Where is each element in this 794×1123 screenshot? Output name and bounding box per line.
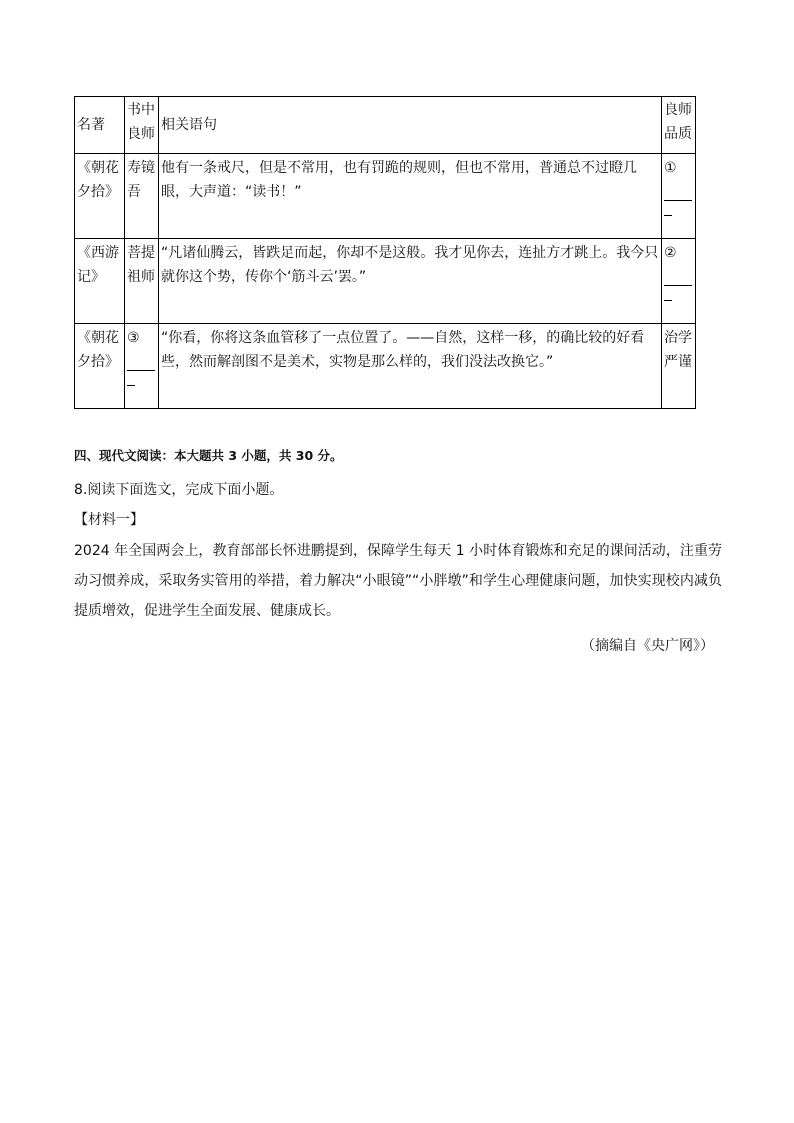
answer-blank-line bbox=[664, 201, 672, 216]
table-row bbox=[75, 239, 696, 324]
section-heading: 四、现代文阅读：本大题共 3 小题，共 30 分。 bbox=[74, 448, 343, 463]
answer-blank-line bbox=[127, 371, 135, 386]
cell-teacher-blank bbox=[125, 324, 159, 409]
cell-quality-blank bbox=[662, 154, 696, 239]
material-heading: 【材料一】 bbox=[74, 512, 144, 528]
cell-quote: 他有一条戒尺，但是不常用，也有罚跪的规则，但也不常用，普通总不过瞪几眼，大声道：“读书！” bbox=[159, 154, 662, 239]
material-body: 2024 年全国两会上，教育部部长怀进鹏提到，保障学生每天 1 小时体育锻炼和充足的课间活动，注重劳动习惯养成，采取务实管用的举措，着力解决“小眼镜”“小胖墩”和学生心理健康问题，加快实现校内减负提质增效，促进学生全面发展、健康成长。 bbox=[74, 543, 722, 619]
cell-teacher: 寿镜吾 bbox=[125, 154, 159, 239]
question-intro: 8.阅读下面选文，完成下面小题。 bbox=[74, 482, 284, 498]
teachers-table bbox=[74, 96, 696, 409]
cell-quality-blank bbox=[662, 239, 696, 324]
table-header-row bbox=[75, 97, 696, 154]
answer-blank-line bbox=[127, 350, 155, 371]
header-quote: 相关语句 bbox=[159, 97, 662, 154]
blank-marker: ① bbox=[664, 160, 677, 176]
answer-blank-line bbox=[664, 180, 692, 201]
table-row bbox=[75, 154, 696, 239]
header-book: 名著 bbox=[75, 97, 125, 154]
header-teacher: 书中良师 bbox=[125, 97, 159, 154]
cell-book: 《西游记》 bbox=[75, 239, 125, 324]
cell-book: 《朝花夕拾》 bbox=[75, 154, 125, 239]
cell-quality: 治学严谨 bbox=[662, 324, 696, 409]
cell-teacher: 菩提祖师 bbox=[125, 239, 159, 324]
cell-quote: “凡诸仙腾云，皆跌足而起，你却不是这般。我才见你去，连扯方才跳上。我今只就你这个势，传你个‘筋斗云’罢。” bbox=[159, 239, 662, 324]
answer-blank-line bbox=[664, 286, 672, 301]
header-quality: 良师品质 bbox=[662, 97, 696, 154]
cell-book: 《朝花夕拾》 bbox=[75, 324, 125, 409]
blank-marker: ② bbox=[664, 245, 677, 261]
answer-blank-line bbox=[664, 265, 692, 286]
citation: （摘编自《央广网》） bbox=[581, 638, 714, 654]
blank-marker: ③ bbox=[127, 330, 140, 346]
table-row bbox=[75, 324, 696, 409]
cell-quote: “你看，你将这条血管移了一点位置了。——自然，这样一移，的确比较的好看些，然而解剖图不是美术，实物是那么样的，我们没法改换它。” bbox=[159, 324, 662, 409]
